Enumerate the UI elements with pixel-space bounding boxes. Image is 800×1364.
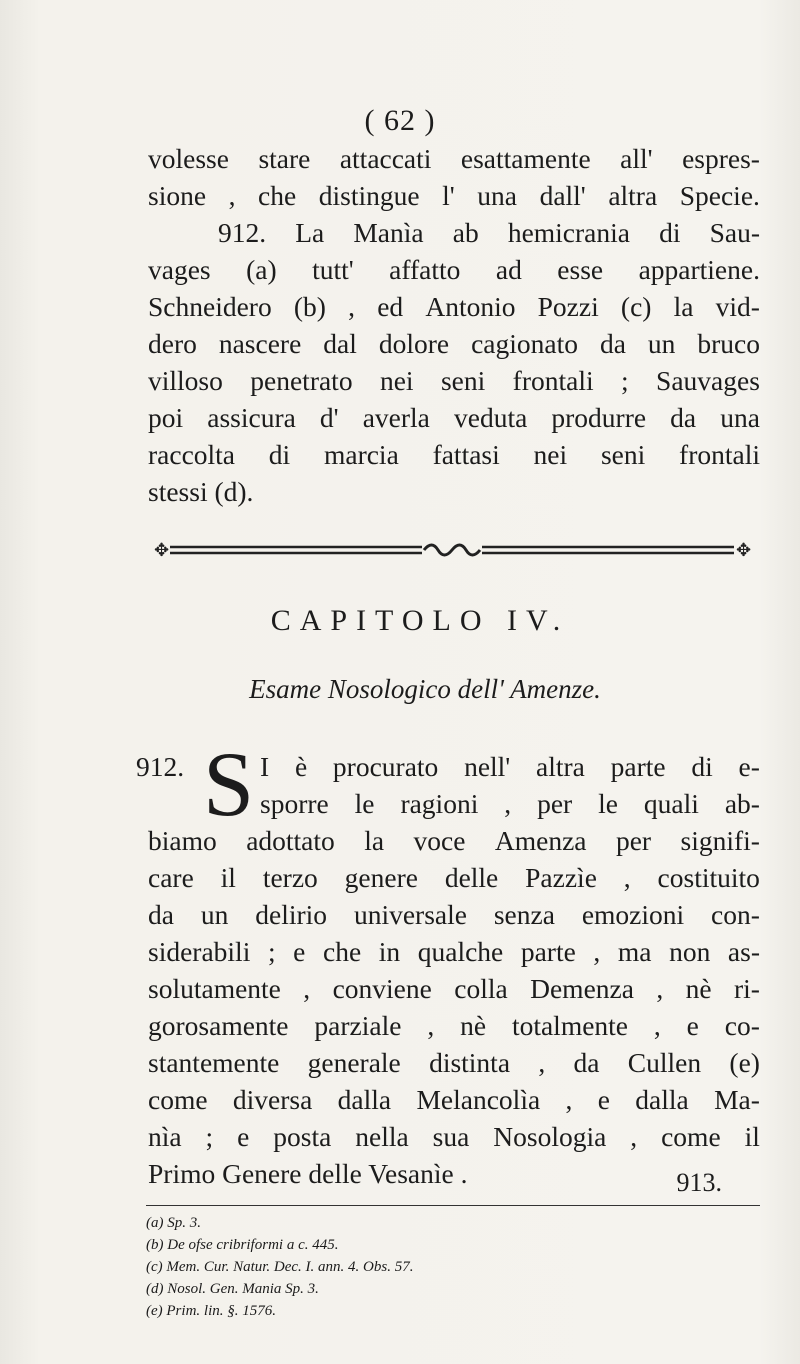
text-line: villoso penetrato nei seni frontali ; Sauvages — [148, 365, 760, 396]
footnotes — [146, 1212, 766, 1322]
paragraph-912 — [136, 733, 760, 1192]
text-line: sporre le ragioni , per le quali ab- — [260, 788, 760, 819]
paragraph-911-end — [148, 140, 760, 510]
text-line: dero nascere dal dolore cagionato da un bruco — [148, 328, 760, 359]
ornamental-divider — [152, 540, 752, 560]
chapter-title: CAPITOLO IV. — [270, 604, 570, 637]
text-line: solutamente , conviene colla Demenza , nè ri- — [148, 973, 760, 1004]
text-line: stessi (d). — [148, 476, 254, 507]
text-line: sione , che distingue l' una dall' altra Specie. — [148, 180, 760, 211]
footnote: (c) Mem. Cur. Natur. Dec. I. ann. 4. Obs. 57. — [146, 1259, 414, 1275]
page-number: ( 62 ) — [364, 104, 436, 137]
text-line: care il terzo genere delle Pazzìe , costituito — [148, 862, 760, 893]
text-line: gorosamente parziale , nè totalmente , e co- — [148, 1010, 760, 1041]
chapter-subtitle: Esame Nosologico dell' Amenze. — [249, 674, 601, 704]
text-line: stantemente generale distinta , da Cullen (e) — [148, 1047, 760, 1078]
text-line: nìa ; e posta nella sua Nosologia , come il — [148, 1121, 760, 1152]
text-line: da un delirio universale senza emozioni con- — [148, 899, 760, 930]
text-line: Schneidero (b) , ed Antonio Pozzi (c) la vid- — [148, 291, 760, 322]
text-line: vages (a) tutt' affatto ad esse appartiene. — [148, 254, 760, 285]
text-line: come diversa dalla Melancolìa , e dalla Ma- — [148, 1084, 760, 1115]
text-line: raccolta di marcia fattasi nei seni frontali — [148, 439, 760, 470]
text-line: Primo Genere delle Vesanìe . — [148, 1158, 468, 1189]
footnote: (a) Sp. 3. — [146, 1215, 201, 1231]
drop-cap: S — [203, 733, 255, 835]
catchword: 913. — [676, 1168, 722, 1197]
text-line: poi assicura d' averla veduta produrre da una — [148, 402, 760, 433]
text-line: volesse stare attaccati esattamente all' espres- — [148, 143, 760, 174]
footnote: (b) De ofse cribriformi a c. 445. — [146, 1237, 339, 1253]
footnote: (d) Nosol. Gen. Mania Sp. 3. — [146, 1281, 319, 1297]
svg-text:✥: ✥ — [154, 540, 170, 560]
svg-text:✥: ✥ — [736, 540, 752, 560]
footnote: (e) Prim. lin. §. 1576. — [146, 1303, 276, 1319]
text-line: siderabili ; e che in qualche parte , ma non as- — [148, 936, 760, 967]
paragraph-number: 912. — [136, 751, 185, 782]
text-line: 912. La Manìa ab hemicrania di Sau- — [218, 217, 760, 248]
footnote-rule — [146, 1205, 760, 1206]
text-line: I è procurato nell' altra parte di e- — [260, 751, 760, 782]
text-line: biamo adottato la voce Amenza per signifi- — [148, 825, 760, 856]
